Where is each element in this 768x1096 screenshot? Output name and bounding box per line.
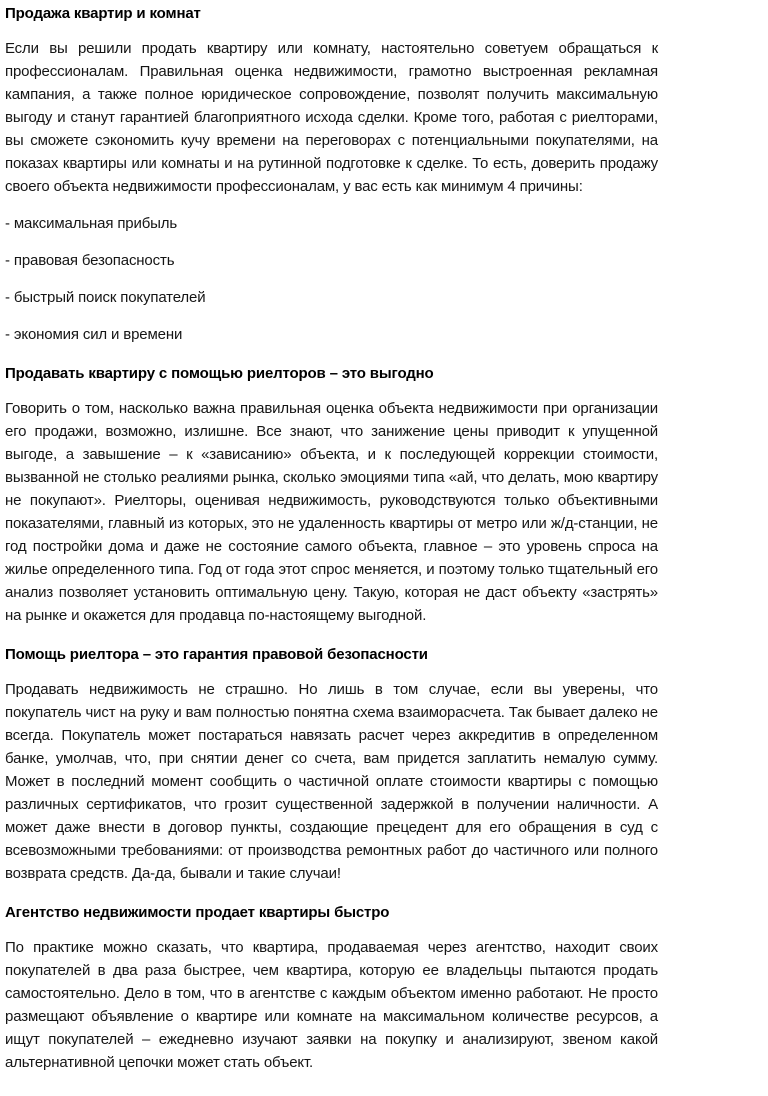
reason-item-fast-buyers: - быстрый поиск покупателей bbox=[5, 289, 206, 306]
section-paragraph-profit: Говорить о том, насколько важна правильная оценка объекта недвижимости при организации его продажи, возможно, излишне. Все знают, что занижение цены приводит к упущенной выгоде, а завышение – к «зависанию» объекта, и к последующей коррекции стоимости, вызванной не столько реалиями рынка, сколько эмоциями типа «ай, что делать, мою квартиру не покупают». Риелторы, оценивая недвижимость, руководствуются только объективными показателями, главный из которых, это не удаленность квартиры от метро или ж/д-станции, не год постройки дома и даже не состояние самого объекта, главное – это уровень спроса на жилье определенного типа. Год от года этот спрос меняется, и поэтому только тщательный его анализ позволяет установить оптимальную цену. Такую, которая не даст объекту «застрять» на рынке и окажется для продавца по-настоящему выгодной. bbox=[5, 400, 658, 624]
section-heading-profit: Продавать квартиру с помощью риелторов – это выгодно bbox=[5, 365, 434, 382]
section-paragraph-safety: Продавать недвижимость не страшно. Но лишь в том случае, если вы уверены, что покупатель чист на руку и вам полностью понятна схема взаиморасчета. Так бывает далеко не всегда. Покупатель может постараться навязать расчет через аккредитив в определенном банке, умолчав, что, при снятии денег со счета, вам придется заплатить немалую сумму. Может в последний момент сообщить о частичной оплате стоимости квартиры с помощью различных сертификатов, что грозит существенной задержкой в получении наличности. А может даже внести в договор пункты, создающие прецедент для его обращения в суд с всевозможными требованиями: от производства ремонтных работ до частичного или полного возврата средств. Да-да, бывали и такие случаи! bbox=[5, 681, 658, 882]
intro-paragraph: Если вы решили продать квартиру или комнату, настоятельно советуем обращаться к профессионалам. Правильная оценка недвижимости, грамотно выстроенная рекламная кампания, а также полное юридическое сопровождение, позволят получить максимальную выгоду и станут гарантией благоприятного исхода сделки. Кроме того, работая с риелторами, вы сможете сэкономить кучу времени на переговорах с потенциальными покупателями, на показах квартиры или комнаты и на рутинной подготовке к сделке. То есть, доверить продажу своего объекта недвижимости профессионалам, у вас есть как минимум 4 причины: bbox=[5, 40, 658, 195]
article-title: Продажа квартир и комнат bbox=[5, 5, 201, 22]
section-heading-speed: Агентство недвижимости продает квартиры быстро bbox=[5, 904, 390, 921]
reason-item-legal-safety: - правовая безопасность bbox=[5, 252, 175, 269]
section-paragraph-speed: По практике можно сказать, что квартира, продаваемая через агентство, находит своих покупателей в два раза быстрее, чем квартира, которую ее владельцы пытаются продать самостоятельно. Дело в том, что в агентстве с каждым объектом именно работают. Не просто размещают объявление о квартире или комнате на максимальном количестве ресурсов, а ищут покупателей – ежедневно изучают заявки на покупку и анализируют, звеном какой альтернативной цепочки может стать объект. bbox=[5, 939, 658, 1071]
reason-item-save-time: - экономия сил и времени bbox=[5, 326, 183, 343]
section-heading-safety: Помощь риелтора – это гарантия правовой безопасности bbox=[5, 646, 428, 663]
reason-item-max-profit: - максимальная прибыль bbox=[5, 215, 178, 232]
